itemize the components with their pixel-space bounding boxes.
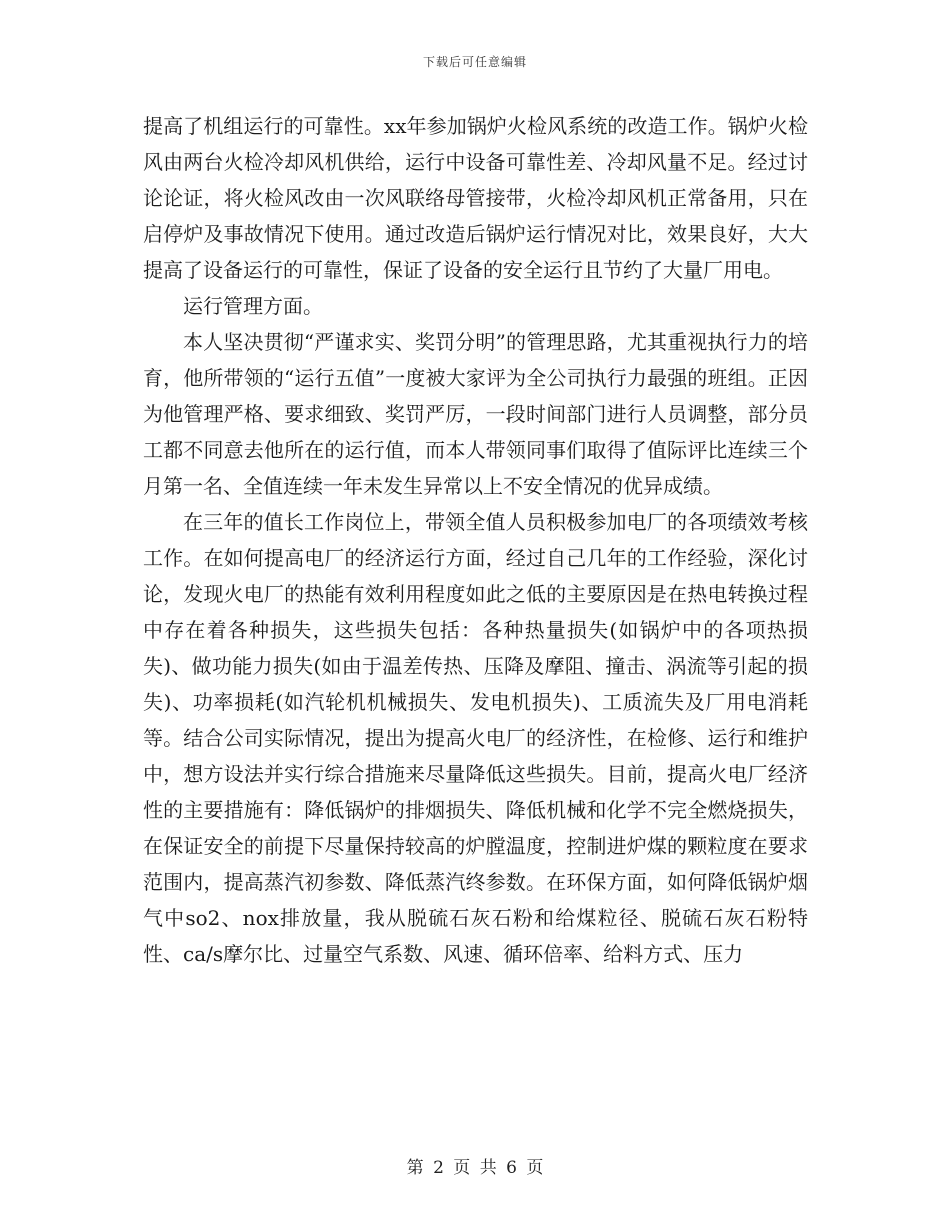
- paragraph-section-heading: 运行管理方面。: [183, 294, 323, 318]
- page-header: 下载后可任意编辑: [422, 55, 527, 69]
- document-body: [143, 108, 808, 972]
- page-footer: 第 2 页 共 6 页: [406, 1158, 544, 1178]
- paragraph-management: 本人坚决贯彻“严谨求实、奖罚分明”的管理思路，尤其重视执行力的培育，他所带领的“运行五值”一度被大家评为全公司执行力最强的班组。正因为他管理严格、要求细致、奖罚严厉，一段时间部门进行人员调整，部分员工都不同意去他所在的运行值，而本人带领同事们取得了值际评比连续三个月第一名、全值连续一年未发生异常以上不安全情况的优异成绩。: [143, 330, 808, 498]
- paragraph-economy: 在三年的值长工作岗位上，带领全值人员积极参加电厂的各项绩效考核工作。在如何提高电厂的经济运行方面，经过自己几年的工作经验，深化讨论，发现火电厂的热能有效利用程度如此之低的主要原因是在热电转换过程中存在着各种损失，这些损失包括：各种热量损失(如锅炉中的各项热损失)、做功能力损失(如由于温差传热、压降及摩阻、撞击、涡流等引起的损失)、功率损耗(如汽轮机机械损失、发电机损失)、工质流失及厂用电消耗等。结合公司实际情况，提出为提高火电厂的经济性，在检修、运行和维护中，想方设法并实行综合措施来尽量降低这些损失。目前，提高火电厂经济性的主要措施有：降低锅炉的排烟损失、降低机械和化学不完全燃烧损失，在保证安全的前提下尽量保持较高的炉膛温度，控制进炉煤的颗粒度在要求范围内，提高蒸汽初参数、降低蒸汽终参数。在环保方面，如何降低锅炉烟气中so2、nox排放量，我从脱硫石灰石粉和给煤粒径、脱硫石灰石粉特性、ca/s摩尔比、过量空气系数、风速、循环倍率、给料方式、压力: [143, 510, 808, 966]
- paragraph-continued: 提高了机组运行的可靠性。xx年参加锅炉火检风系统的改造工作。锅炉火检风由两台火检冷却风机供给，运行中设备可靠性差、冷却风量不足。经过讨论论证，将火检风改由一次风联络母管接带，火检冷却风机正常备用，只在启停炉及事故情况下使用。通过改造后锅炉运行情况对比，效果良好，大大提高了设备运行的可靠性，保证了设备的安全运行且节约了大量厂用电。: [143, 114, 808, 282]
